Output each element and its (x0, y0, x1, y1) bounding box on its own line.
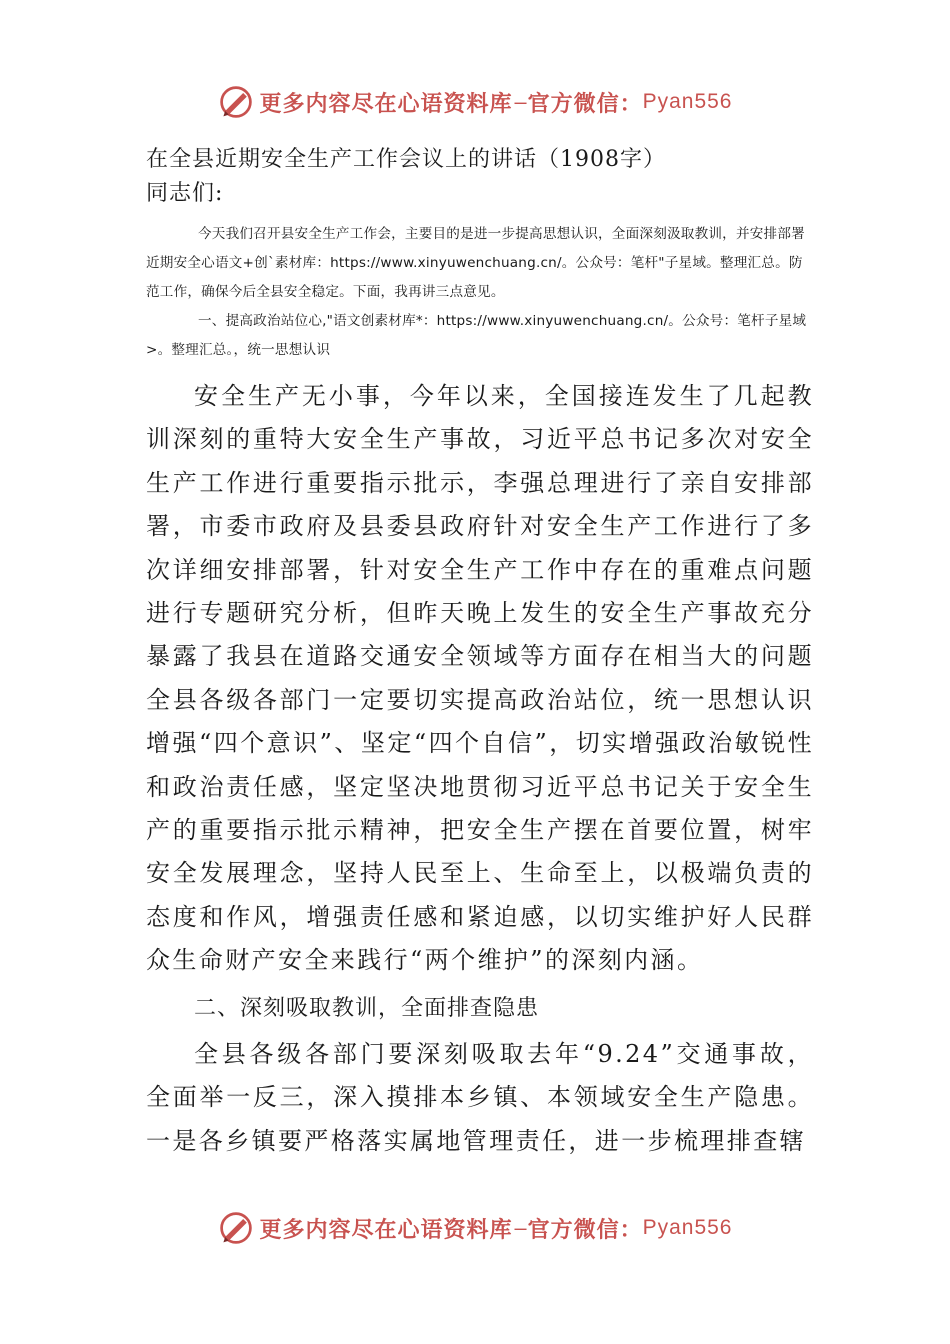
document-body (146, 144, 814, 1163)
intro-paragraph: 今天我们召开县安全生产工作会，主要目的是进一步提高思想认识，全面深刻汲取教训，并安排部署近期安全心语文+创`素材库：https://www.xinyuwenchuang.cn/。公众号：笔杆"子星域。整理汇总。防范工作，确保今后全县安全稳定。下面，我再讲三点意见。 (146, 226, 805, 300)
watermark-separator: — (514, 90, 528, 114)
page-title: 在全县近期安全生产工作会议上的讲话（1908字） (146, 147, 666, 172)
section2-heading: 二、深刻吸取教训，全面排查隐患 (194, 995, 540, 1021)
watermark-brand: 更多内容尽在心语资料库 (259, 90, 513, 117)
pen-logo-icon (218, 84, 254, 120)
watermark-brand: 更多内容尽在心语资料库 (259, 1216, 513, 1243)
watermark-official: 官方微信： (527, 90, 643, 117)
watermark-separator: — (514, 1216, 528, 1240)
watermark-footer (0, 1210, 950, 1246)
section1-body: 安全生产无小事，今年以来，全国接连发生了几起教训深刻的重特大安全生产事故，习近平总书记多次对安全生产工作进行重要指示批示，李强总理进行了亲自安排部署，市委市政府及县委县政府针对安全生产工作进行了多次详细安排部署，针对安全生产工作中存在的重难点问题进行专题研究分析，但昨天晚上发生的安全生产事故充分暴露了我县在道路交通安全领域等方面存在相当大的问题全县各级各部门一定要切实提高政治站位，统一思想认识增强“四个意识”、坚定“四个自信”，切实增强政治敏锐性和政治责任感，坚定坚决地贯彻习近平总书记关于安全生产的重要指示批示精神，把安全生产摆在首要位置，树牢安全发展理念，坚持人民至上、生命至上，以极端负责的态度和作风，增强责任感和紧迫感，以切实维护好人民群众生命财产安全来践行“两个维护”的深刻内涵。 (146, 382, 814, 975)
pen-logo-icon (218, 1210, 254, 1246)
watermark-official: 官方微信： (527, 1216, 643, 1243)
watermark-header (0, 84, 950, 120)
section1-heading-paragraph: 一、提高政治站位心,"语文创素材库*：https://www.xinyuwenchuang.cn/。公众号：笔杆子星域>。整理汇总。，统一思想认识 (146, 313, 807, 358)
greeting: 同志们: (146, 181, 224, 206)
watermark-account: Pyan556 (642, 90, 733, 113)
watermark-account: Pyan556 (642, 1216, 733, 1239)
section2-body: 全县各级各部门要深刻吸取去年“9.24”交通事故，全面举一反三，深入摸排本乡镇、本领域安全生产隐患。一是各乡镇要严格落实属地管理责任，进一步梳理排查辖 (146, 1039, 814, 1155)
